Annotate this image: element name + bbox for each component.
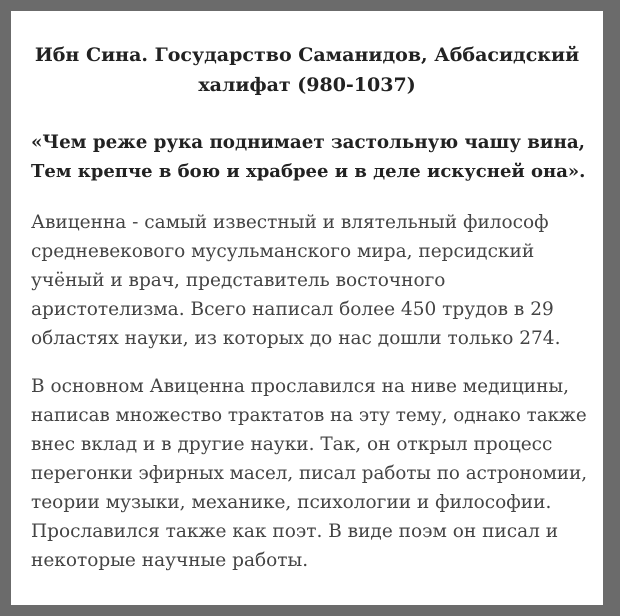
paragraph-line: Прославился также как поэт. В виде поэм он писал и bbox=[31, 521, 559, 542]
quote-line: Тем крепче в бою и храбрее и в деле искусней она». bbox=[31, 161, 586, 182]
paragraph-line: В основном Авиценна прославился на ниве медицины, bbox=[31, 376, 569, 397]
paragraph-line: аристотелизма. Всего написал более 450 трудов в 29 bbox=[31, 299, 554, 320]
paragraph-achievements bbox=[31, 372, 591, 575]
paragraph-line: внес вклад и в другие науки. Так, он открыл процесс bbox=[31, 434, 553, 455]
paragraph-line: перегонки эфирных масел, писал работы по астрономии, bbox=[31, 463, 588, 484]
quote-line: «Чем реже рука поднимает застольную чашу вина, bbox=[31, 132, 586, 153]
paragraph-line: написав множество трактатов на эту тему, однако также bbox=[31, 405, 587, 426]
article-title bbox=[11, 40, 603, 100]
paragraph-line: Авиценна - самый известный и влятельный философ bbox=[31, 212, 549, 233]
paragraph-line: областях науки, из которых до нас дошли только 274. bbox=[31, 328, 561, 349]
title-line: халифат (980-1037) bbox=[198, 74, 416, 96]
paragraph-line: учёный и врач, представитель восточного bbox=[31, 270, 446, 291]
quote bbox=[31, 128, 591, 186]
paragraph-line: некоторые научные работы. bbox=[31, 550, 309, 571]
title-line: Ибн Сина. Государство Саманидов, Аббасидский bbox=[34, 44, 580, 66]
paragraph-biography bbox=[31, 208, 591, 353]
paragraph-line: средневекового мусульманского мира, персидский bbox=[31, 241, 535, 262]
article-card bbox=[11, 11, 603, 605]
paragraph-line: теории музыки, механике, психологии и философии. bbox=[31, 492, 552, 513]
